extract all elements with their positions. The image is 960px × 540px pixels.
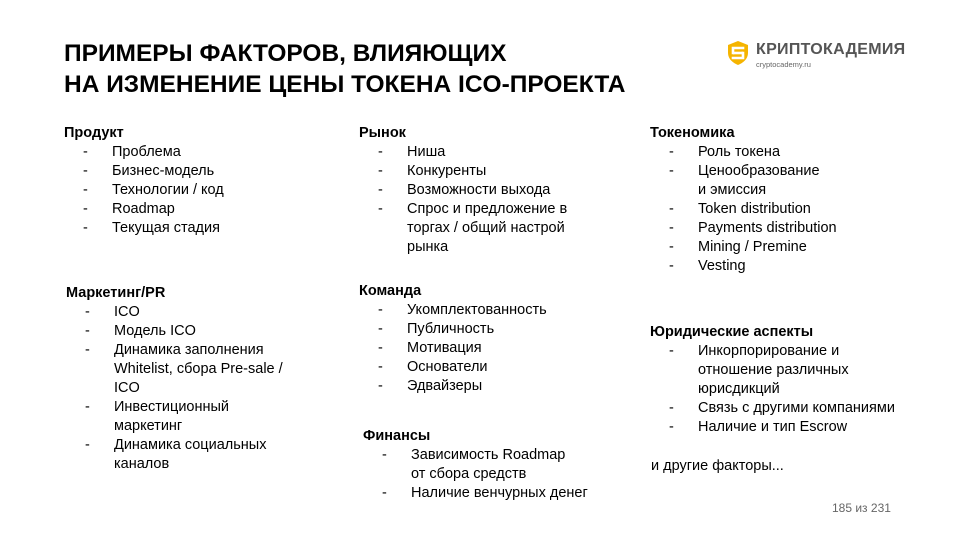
list-item: - Мотивация [378, 340, 482, 356]
section-heading: Финансы [363, 428, 431, 444]
list-item: - Token distribution [669, 201, 811, 217]
list-item: - Технологии / код [83, 182, 224, 198]
list-item: - Конкуренты [378, 163, 487, 179]
section-legal [650, 323, 895, 437]
list-item: - Зависимость Roadmap от сбора средств [382, 447, 566, 482]
list-item: - Текущая стадия [83, 220, 220, 236]
factor-list [363, 446, 588, 503]
list-item: - Наличие и тип Escrow [669, 419, 848, 435]
page-counter: 185 из 231 [832, 501, 891, 515]
list-item: - Инвестиционный маркетинг [85, 399, 230, 434]
section-heading: Маркетинг/PR [66, 285, 166, 301]
section-finance [363, 427, 588, 503]
list-item: - Укомплектованность [378, 302, 547, 318]
list-item: - Ниша [378, 144, 446, 160]
list-item: - Roadmap [83, 201, 175, 217]
list-item: - Публичность [378, 321, 495, 337]
logo-url: cryptocademy.ru [756, 60, 811, 69]
section-tokenomics [650, 124, 837, 276]
section-heading: Команда [359, 283, 422, 299]
section-team [359, 282, 547, 396]
list-item: - Vesting [669, 258, 746, 274]
title-line-1: ПРИМЕРЫ ФАКТОРОВ, ВЛИЯЮЩИХ [64, 40, 507, 67]
list-item: - Роль токена [669, 144, 781, 160]
factor-list [64, 143, 224, 238]
list-item: - Инкорпорирование и отношение различных юрисдикций [669, 343, 849, 397]
list-item: - Payments distribution [669, 220, 837, 236]
list-item: - ICO [85, 304, 140, 320]
list-item: - Спрос и предложение в торгах / общий настрой рынка [378, 201, 568, 255]
list-item: - Наличие венчурных денег [382, 485, 588, 501]
list-item: - Связь с другими компаниями [669, 400, 895, 416]
section-product [64, 124, 224, 238]
factor-list [650, 143, 837, 276]
list-item: - Эдвайзеры [378, 378, 483, 394]
list-item: - Ценообразование и эмиссия [669, 163, 820, 198]
section-heading: Юридические аспекты [650, 324, 814, 340]
section-heading: Рынок [359, 125, 406, 141]
other-factors-note: и другие факторы... [651, 458, 784, 474]
section-marketing [66, 284, 283, 474]
list-item: - Динамика социальных каналов [85, 437, 267, 472]
list-item: - Модель ICO [85, 323, 196, 339]
list-item: - Mining / Premine [669, 239, 807, 255]
list-item: - Бизнес-модель [83, 163, 215, 179]
shield-logo-icon [727, 40, 749, 66]
logo-name: КРИПТОКАДЕМИЯ [756, 41, 906, 58]
title-line-2: НА ИЗМЕНЕНИЕ ЦЕНЫ ТОКЕНА ICO-ПРОЕКТА [64, 71, 626, 98]
section-market [359, 124, 567, 257]
list-item: - Основатели [378, 359, 488, 375]
section-heading: Токеномика [650, 125, 735, 141]
section-heading: Продукт [64, 125, 124, 141]
factor-list [359, 143, 567, 257]
factor-list [650, 342, 895, 437]
page-title [64, 38, 625, 100]
factor-list [66, 303, 283, 474]
list-item: - Проблема [83, 144, 181, 160]
list-item: - Возможности выхода [378, 182, 551, 198]
list-item: - Динамика заполнения Whitelist, сбора Pre-sale / ICO [85, 342, 283, 396]
factor-list [359, 301, 547, 396]
